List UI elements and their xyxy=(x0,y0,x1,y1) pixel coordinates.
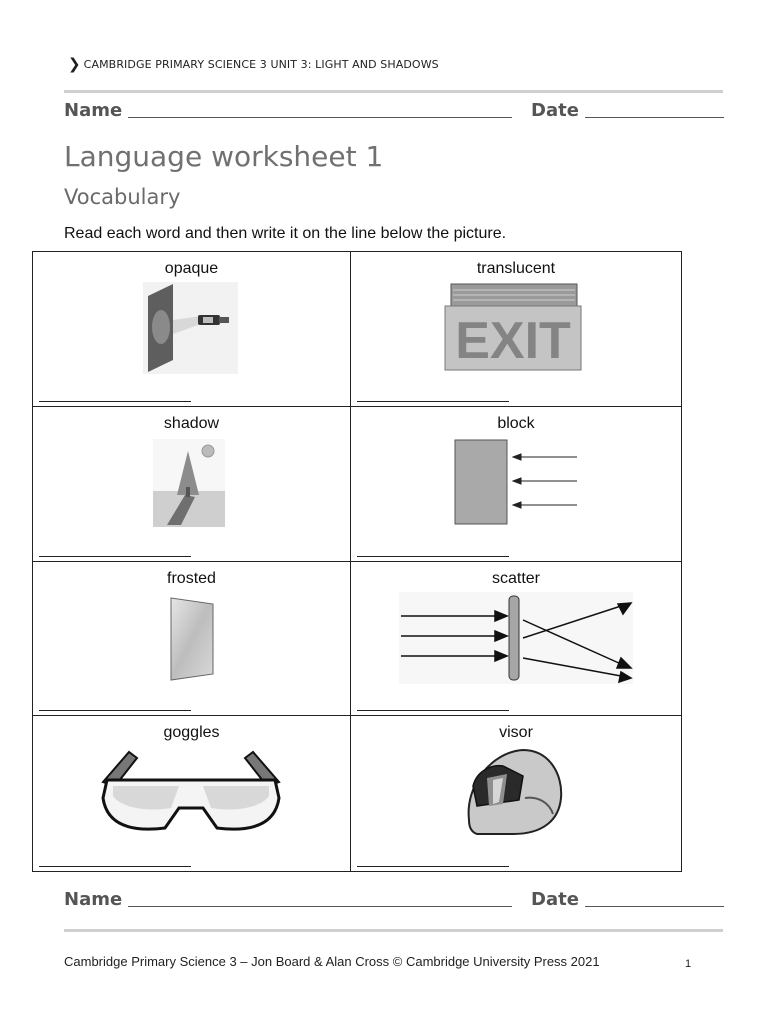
vocab-word: block xyxy=(497,414,535,432)
scatter-light-rays-icon xyxy=(399,592,633,684)
answer-line[interactable] xyxy=(357,401,509,402)
date-write-line[interactable] xyxy=(585,101,724,118)
vocab-word: visor xyxy=(499,724,533,742)
exit-sign-text: EXIT xyxy=(455,312,571,370)
vocab-cell-scatter xyxy=(351,562,681,717)
page-number: 1 xyxy=(685,958,692,970)
answer-line[interactable] xyxy=(357,710,509,711)
vocab-cell-opaque xyxy=(33,252,351,407)
helmet-visor-icon xyxy=(463,746,565,838)
footer-credit: Cambridge Primary Science 3 – Jon Board & Alan Cross © Cambridge University Press 2021 xyxy=(64,954,600,969)
footer-divider xyxy=(64,929,723,932)
vocab-word: goggles xyxy=(163,724,220,742)
running-header-text: CAMBRIDGE PRIMARY SCIENCE 3 UNIT 3: LIGHT AND SHADOWS xyxy=(83,58,439,71)
name-label: Name xyxy=(64,100,123,121)
vocab-word: frosted xyxy=(167,569,216,587)
block-arrows-icon xyxy=(451,437,581,527)
vocabulary-grid xyxy=(32,251,682,872)
answer-line[interactable] xyxy=(39,710,191,711)
name-label: Name xyxy=(64,889,123,910)
name-date-row-top xyxy=(64,100,724,121)
page-subtitle: Vocabulary xyxy=(64,185,181,209)
running-header xyxy=(68,54,439,72)
date-label: Date xyxy=(531,100,579,121)
opaque-wall-torch-icon xyxy=(143,282,238,374)
exit-sign-icon xyxy=(443,282,583,374)
answer-line[interactable] xyxy=(357,866,509,867)
vocab-cell-visor xyxy=(351,716,681,871)
vocab-word: shadow xyxy=(163,414,220,432)
chevron-right-icon: ❯ xyxy=(68,55,81,73)
vocab-cell-shadow xyxy=(33,407,351,562)
instruction-text: Read each word and then write it on the line below the picture. xyxy=(64,225,507,242)
vocab-cell-translucent xyxy=(351,252,681,407)
answer-line[interactable] xyxy=(39,866,191,867)
page-title: Language worksheet 1 xyxy=(64,140,384,173)
answer-line[interactable] xyxy=(39,556,191,557)
name-write-line[interactable] xyxy=(128,101,512,118)
date-write-line[interactable] xyxy=(585,890,724,907)
name-date-row-bottom xyxy=(64,889,724,910)
header-divider xyxy=(64,90,723,93)
name-write-line[interactable] xyxy=(128,890,512,907)
vocab-word: translucent xyxy=(476,260,556,277)
frosted-glass-panel-icon xyxy=(165,592,217,684)
vocab-cell-goggles xyxy=(33,716,351,871)
vocab-word: opaque xyxy=(164,260,219,277)
answer-line[interactable] xyxy=(357,556,509,557)
vocab-cell-frosted xyxy=(33,562,351,717)
vocab-cell-block xyxy=(351,407,681,562)
date-label: Date xyxy=(531,889,579,910)
vocab-word: scatter xyxy=(491,569,540,587)
tree-shadow-sun-icon xyxy=(153,439,225,527)
goggles-icon xyxy=(99,746,283,838)
answer-line[interactable] xyxy=(39,401,191,402)
